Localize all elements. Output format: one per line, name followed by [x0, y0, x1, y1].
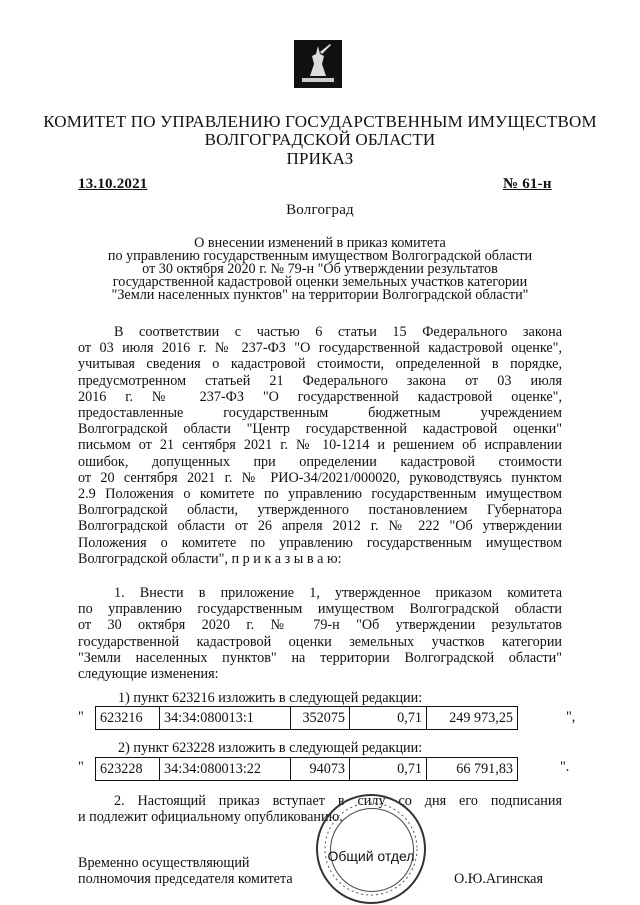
document-date: 13.10.2021: [78, 176, 148, 192]
item-1-paragraph: [78, 585, 562, 682]
document-type: ПРИКАЗ: [286, 149, 354, 168]
subject-line: О внесении изменений в приказ комитета: [194, 235, 446, 251]
city: Волгоград: [286, 202, 354, 218]
text-line: В соответствии с частью 6 статьи 15 Федерального закона: [114, 324, 562, 340]
text-line: и подлежит официальному опубликованию.: [78, 809, 343, 826]
coat-of-arms-emblem: [294, 40, 342, 88]
sub-item-1-caption: 1) пункт 623216 изложить в следующей редакции:: [118, 690, 423, 706]
text-line: следующие изменения:: [78, 666, 219, 683]
table-cell: 0,71: [350, 758, 427, 781]
table-row: [96, 707, 518, 730]
committee-name-line1: КОМИТЕТ ПО УПРАВЛЕНИЮ ГОСУДАРСТВЕННЫМ ИМУЩЕСТВОМ: [43, 112, 597, 131]
table-cell: 0,71: [350, 707, 427, 730]
table-cell: 249 973,25: [427, 707, 518, 730]
text-line: государственной кадастровой оценки земельных участков категории: [78, 633, 562, 650]
text-line: учитывая сведения о кадастровой стоимости, определенной в порядке,: [78, 356, 562, 373]
text-line: Волгоградской области "Центр государственной кадастровой оценки": [78, 421, 562, 438]
text-line: предусмотренном статьей 21 Федерального закона от 03 июля: [78, 372, 562, 389]
subject-line: по управлению государственным имуществом Волгоградской области: [107, 248, 533, 264]
replacement-table-2: [95, 757, 518, 781]
text-line: 2. Настоящий приказ вступает в силу со дня его подписания: [114, 793, 562, 809]
text-line: "Земли населенных пунктов" на территории Волгоградской области": [78, 649, 562, 666]
table-cell: 66 791,83: [427, 758, 518, 781]
table-cell: 94073: [291, 758, 350, 781]
text-line: ошибок, допущенных при определении кадастровой стоимости: [78, 453, 562, 470]
table-cell: 34:34:080013:1: [160, 707, 291, 730]
text-line: Волгоградской области, утвержденного постановлением Губернатора: [78, 502, 562, 519]
text-line: от 20 сентября 2021 г. № РИО-34/2021/000020, руководствуясь пунктом: [78, 469, 562, 486]
text-line: от 03 июля 2016 г. № 237-ФЗ "О государственной кадастровой оценке",: [78, 340, 562, 357]
subject-line: "Земли населенных пунктов" на территории Волгоградской области": [111, 287, 529, 303]
text-line: письмом от 21 сентября 2021 г. № 10-1214 и решением об исправлении: [78, 437, 562, 454]
open-quote: ": [78, 709, 84, 725]
table-cell: 352075: [291, 707, 350, 730]
sub-item-2-caption: 2) пункт 623228 изложить в следующей редакции:: [118, 740, 423, 756]
preamble-paragraph: [78, 324, 562, 567]
text-line: Волгоградской области", п р и к а з ы в а ю:: [78, 550, 342, 567]
close-quote: ".: [560, 759, 570, 775]
open-quote: ": [78, 759, 84, 775]
signatory-position-line1: Временно осуществляющий: [78, 855, 250, 871]
text-line: 2.9 Положения о комитете по управлению государственным имуществом: [78, 486, 562, 503]
table-cell: 34:34:080013:22: [160, 758, 291, 781]
table-row: [96, 758, 518, 781]
text-line: по управлению государственным имуществом Волгоградской области: [78, 601, 562, 618]
signatory-name: О.Ю.Агинская: [454, 871, 543, 887]
replacement-table-1: [95, 706, 518, 730]
subject-line: государственной кадастровой оценки земельных участков категории: [112, 274, 528, 290]
table-cell: 623228: [96, 758, 160, 781]
document-number: № 61-н: [503, 176, 552, 192]
text-line: предоставленные государственным бюджетным учреждением: [78, 405, 562, 422]
subject-line: от 30 октября 2020 г. № 79-н "Об утверждении результатов: [142, 261, 498, 277]
signatory-position-line2: полномочия председателя комитета: [78, 871, 293, 887]
table-cell: 623216: [96, 707, 160, 730]
stamp-label: Общий отдел: [327, 848, 415, 864]
close-quote: ",: [566, 709, 576, 725]
motherland-statue-icon: [294, 40, 342, 88]
text-line: 1. Внести в приложение 1, утвержденное приказом комитета: [114, 585, 562, 601]
official-stamp: [316, 794, 426, 904]
text-line: 2016 г. № 237-ФЗ "О государственной кадастровой оценке",: [78, 388, 562, 405]
text-line: Волгоградской области от 26 апреля 2012 г. № 222 "Об утверждении: [78, 518, 562, 535]
text-line: Положения о комитете по управлению государственным имуществом: [78, 534, 562, 551]
text-line: от 30 октября 2020 г. № 79-н "Об утверждении результатов: [78, 617, 562, 634]
committee-name-line2: ВОЛГОГРАДСКОЙ ОБЛАСТИ: [204, 130, 436, 149]
